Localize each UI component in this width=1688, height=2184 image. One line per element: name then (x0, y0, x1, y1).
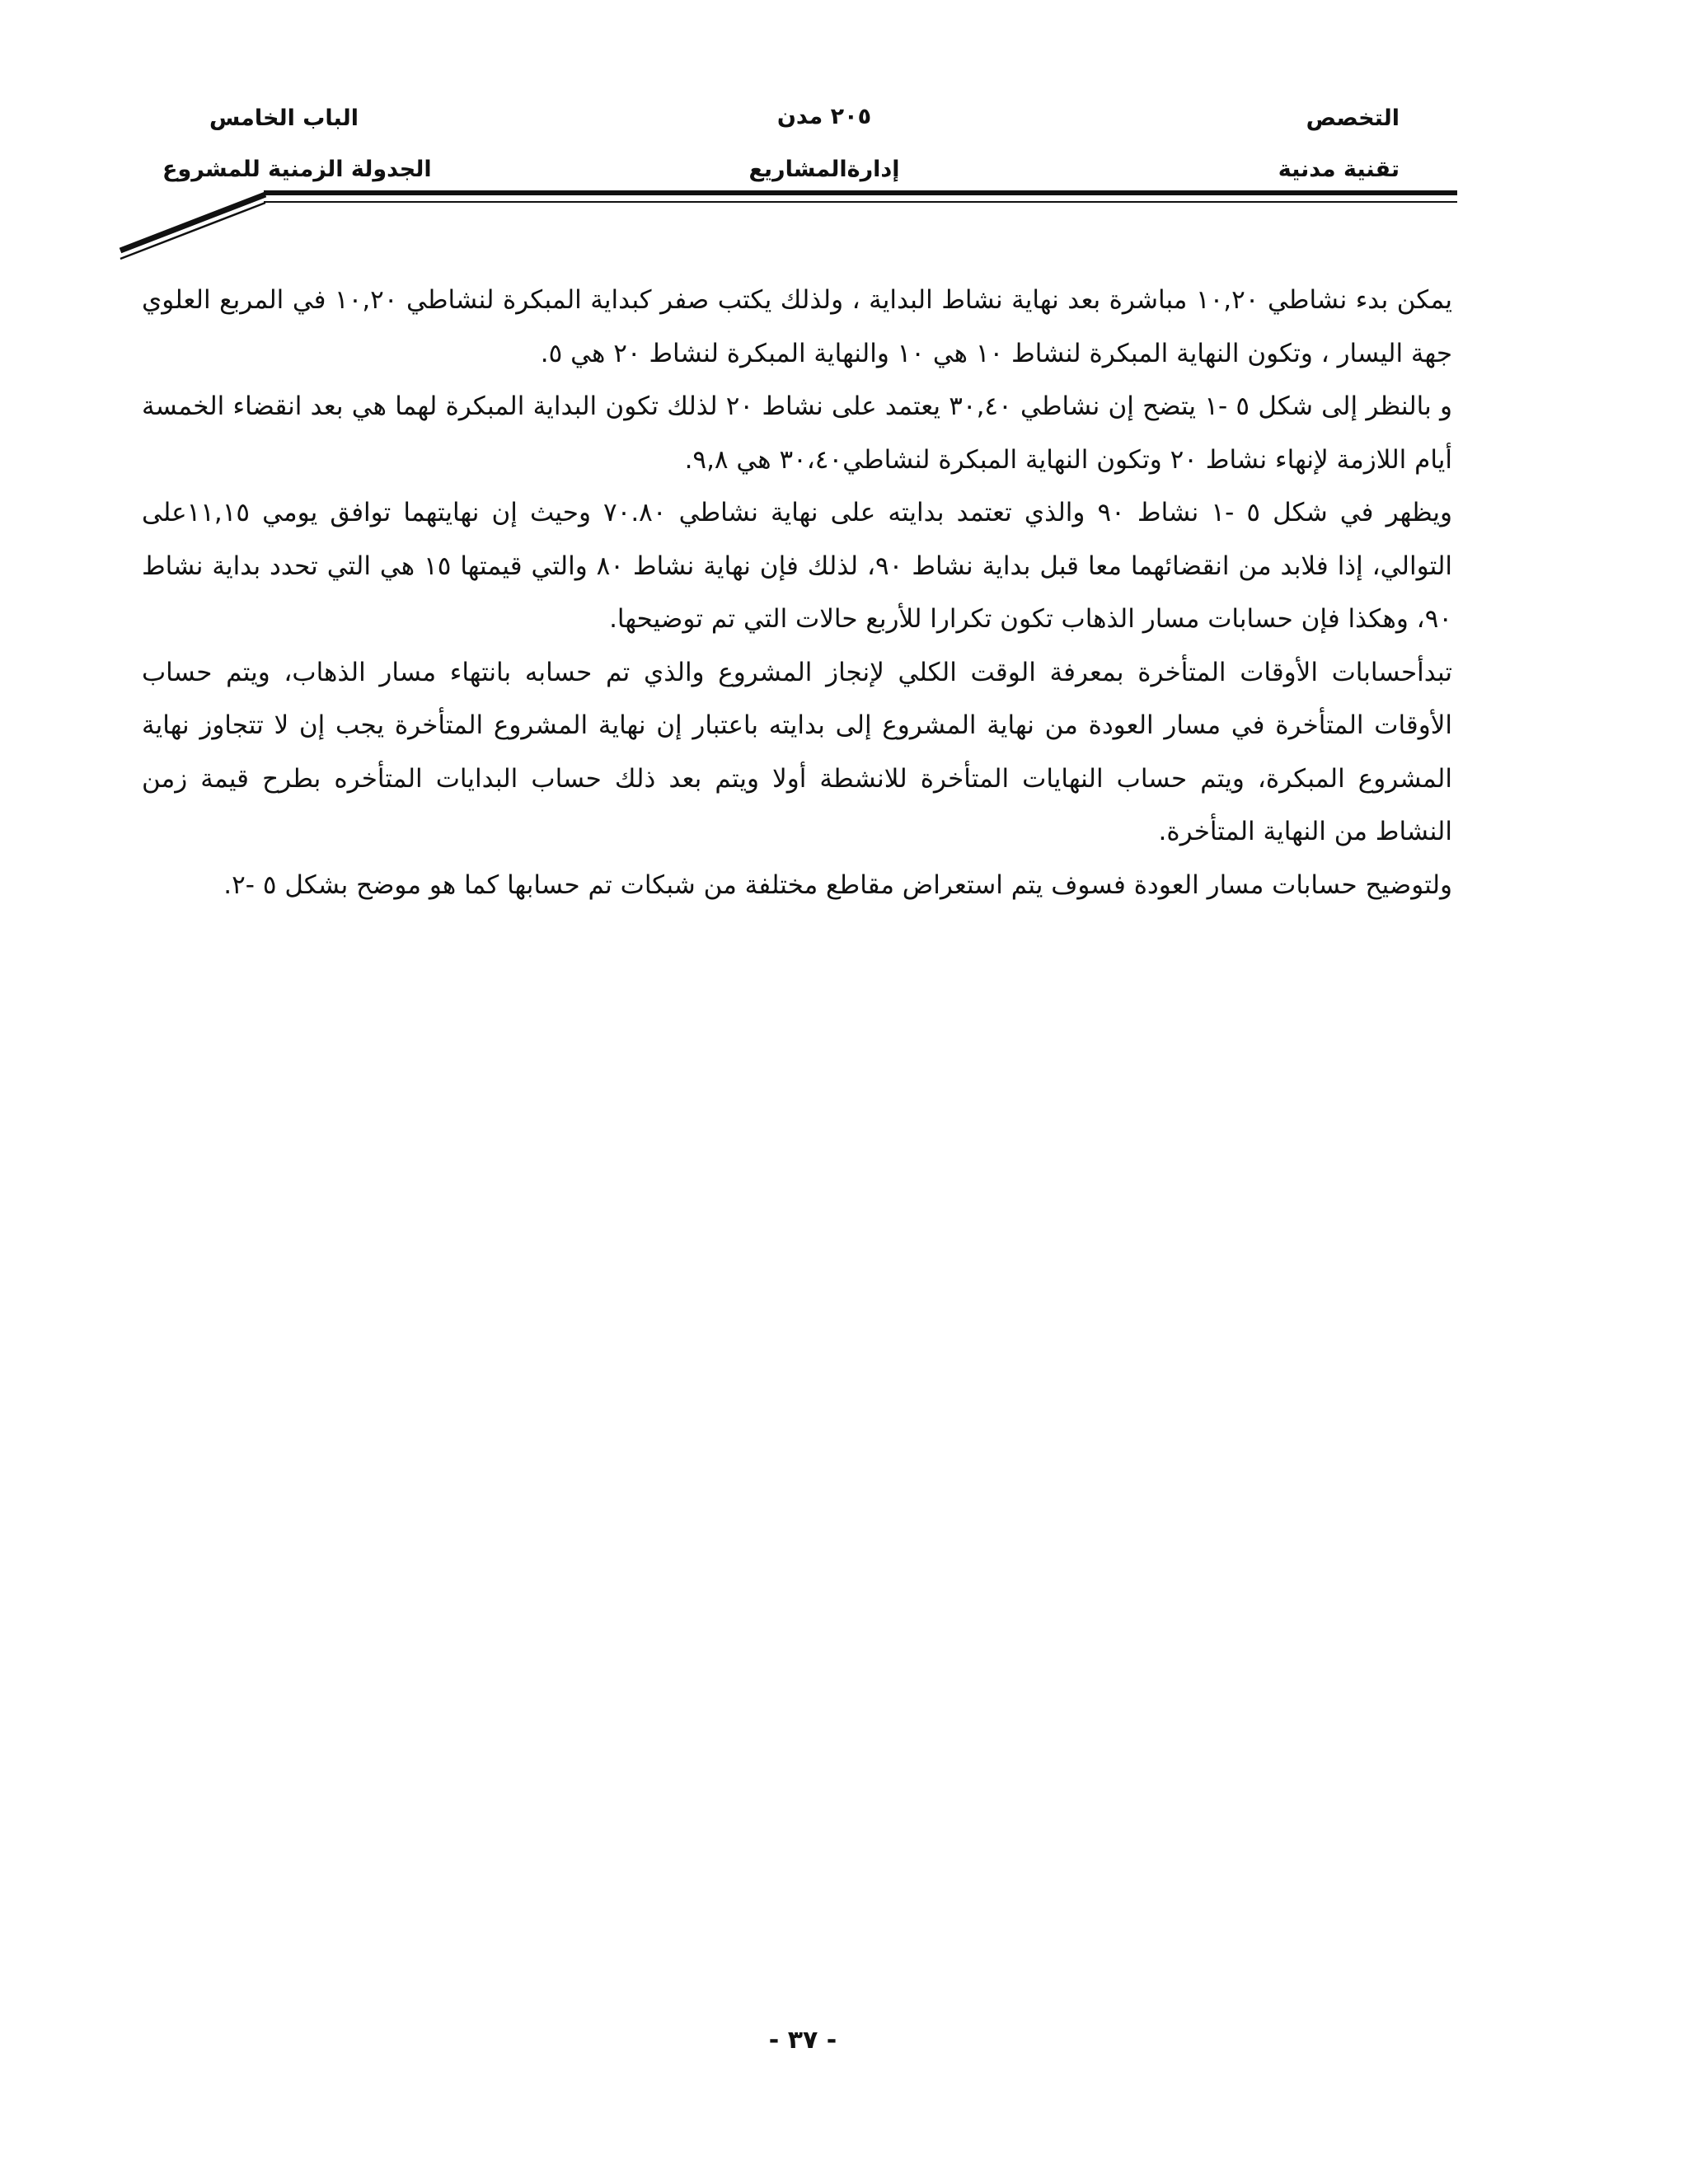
course-code: ٢٠٥ مدن (776, 104, 872, 129)
paragraph: تبدأحسابات الأوقات المتأخرة بمعرفة الوقت الكلي لإنجاز المشروع والذي تم حسابه بانتهاء مسار الذهاب، ويتم حساب الأوقات المتأخرة في مسار العودة من نهاية المشروع إلى بدايته باعتبار إن نهاية المشروع المتأخرة يجب إن لا تتجاوز نهاية المشروع المبكرة، ويتم حساب النهايات المتأخرة للانشطة أولا ويتم بعد ذلك حساب البدايات المتأخره بطرح قيمة زمن النشاط من النهاية المتأخرة. (142, 657, 1452, 846)
paragraph: ولتوضيح حسابات مسار العودة فسوف يتم استعراض مقاطع مختلفة من شبكات تم حسابها كما هو موضح بشكل ٥ -٢. (223, 869, 1452, 900)
chapter-title: الجدولة الزمنية للمشروع (162, 157, 432, 182)
paragraph: ويظهر في شكل ٥ -١ نشاط ٩٠ والذي تعتمد بدايته على نهاية نشاطي ٧٠.٨٠ وحيث إن نهايتهما توافق يومي ١١,١٥على التوالي، إذا فلابد من انقضائهما معا قبل بداية نشاط ٩٠، لذلك فإن نهاية نشاط ٨٠ والتي قيمتها ١٥ هي التي تحدد بداية نشاط ٩٠، وهكذا فإن حسابات مسار الذهاب تكون تكرارا للأربع حالات التي تم توضيحها. (142, 498, 1453, 634)
course-name: إدارةالمشاريع (748, 157, 900, 182)
chapter-label: الباب الخامس (209, 105, 359, 131)
page-number: - ٣٧ - (768, 2026, 837, 2055)
specialization-value: تقنية مدنية (1278, 157, 1400, 182)
header-rule (0, 0, 1688, 272)
specialization-label: التخصص (1306, 105, 1400, 131)
paragraph: و بالنظر إلى شكل ٥ -١ يتضح إن نشاطي ٣٠,٤٠ يعتمد على نشاط ٢٠ لذلك تكون البداية المبكرة لهما هي بعد انقضاء الخمسة أيام اللازمة لإنهاء نشاط ٢٠ وتكون النهاية المبكرة لنشاطي٣٠،٤٠ هي ٩,٨. (142, 391, 1452, 475)
header-rule-diagonal-thin (120, 203, 265, 259)
paragraph: يمكن بدء نشاطي ١٠,٢٠ مباشرة بعد نهاية نشاط البداية ، ولذلك يكتب صفر كبداية المبكرة لنشاطي ١٠,٢٠ في المربع العلوي جهة اليسار ، وتكون النهاية المبكرة لنشاط ١٠ هي ١٠ والنهاية المبكرة لنشاط ٢٠ هي ٥. (142, 285, 1453, 368)
page-header (0, 0, 1688, 272)
body-text (142, 274, 1452, 912)
header-rule-diagonal-thick (120, 194, 265, 251)
